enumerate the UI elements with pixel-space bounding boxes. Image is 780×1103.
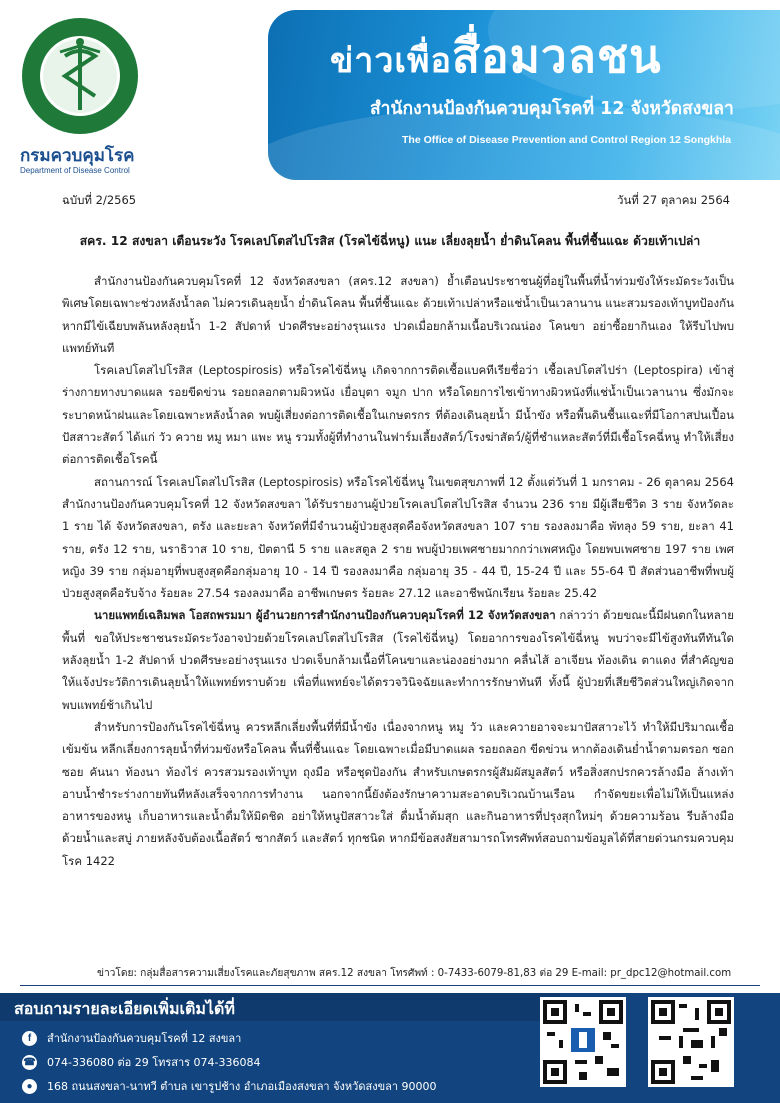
line-qr-code[interactable] [648,997,734,1087]
paragraph-text: กล่าวว่า ด้วยขณะนี้มีฝนตกในหลายพื้นที่ ขอให้ประชาชนระมัดระวังอาจป่วยด้วยโรคเลปโตสไปโรสิส (โรคไข้ฉี่หนู) โดยอาการของโรคไข้ฉี่หนู พบว่าจะมีไข้สูงทันทีทันใด หลังลุยน้ำ 1-2 สัปดาห์ ปวดศีรษะอย่างรุนแรง ปวดเจ็บกล้ามเนื้อที่โคนขาและน่องอย่างมาก คลื่นไส้ อาเจียน ท้องเดิน ตาแดง ที่สำคัญขอให้แจ้งประวัติการเดินลุยน้ำให้แพทย์ทราบด้วย เพื่อที่แพทย์จะได้ตรวจวินิจฉัยและทำการรักษาทันที ทั้งนี้ ผู้ป่วยที่เสียชีวิตส่วนใหญ่เกิดจากพบแพทย์ช้าเกินไป [62,608,734,712]
department-name-th: กรมควบคุมโรค [20,146,135,166]
article-body [62,270,734,872]
facebook-icon: f [22,1031,37,1046]
paragraph: สถานการณ์ โรคเลปโตสไปโรสิส (Leptospirosis) หรือโรคไข้ฉี่หนู ในเขตสุขภาพที่ 12 ตั้งแต่วันที่ 1 มกราคม - 26 ตุลาคม 2564 สำนักงานป้องกันควบคุมโรคที่ 12 จังหวัดสงขลา ได้รับรายงานผู้ป่วยโรคเลปโตสไปโรสิส จำนวน 236 ราย มีผู้เสียชีวิต 3 ราย จังหวัดละ 1 ราย ได้ จังหวัดสงขลา, ตรัง และยะลา จังหวัดที่มีจำนวนผู้ป่วยสูงสุดคือจังหวัดสงขลา 107 ราย รองลงมาคือ พัทลุง 59 ราย, ยะลา 41 ราย, ตรัง 12 ราย, นราธิวาส 10 ราย, ปัตตานี 5 ราย และสตูล 2 ราย พบผู้ป่วยเพศชายมากกว่าเพศหญิง โดยพบเพศชาย 197 ราย เพศหญิง 39 ราย กลุ่มอายุที่พบสูงสุดคือกลุ่มอายุ 10 - 14 ปี รองลงมาคือ กลุ่มอายุ 35 - 44 ปี, 15-24 ปี และ 55-64 ปี สัดส่วนอาชีพที่พบผู้ป่วยสูงสุดคือรับจ้าง ร้อยละ 27.54 รองลงมาคือ อาชีพเกษตร ร้อยละ 27.12 และอาชีพนักเรียน ร้อยละ 25.42 [62,474,734,601]
phone-number: 074-336080 ต่อ 29 โทรสาร 074-336084 [47,1056,261,1069]
facebook-page: สำนักงานป้องกันควบคุมโรคที่ 12 สงขลา [47,1032,242,1045]
phone-icon: ☎ [23,1056,36,1068]
issue-date: วันที่ 27 ตุลาคม 2564 [616,193,730,207]
banner-english: The Office of Disease Prevention and Control Region 12 Songkhla [402,134,732,146]
issue-number: ฉบับที่ 2/2565 [62,193,137,207]
facebook-qr-code[interactable] [540,997,626,1087]
source-credit: ข่าวโดย: กลุ่มสื่อสารความเสี่ยงโรคและภัยสุขภาพ สคร.12 สงขลา โทรศัพท์ : 0-7433-6079-81,83 ต่อ 29 E-mail: pr_dpc12@hotmail.com [97,968,732,979]
headline: สคร. 12 สงขลา เตือนระวัง โรคเลปโตสไปโรสิส (โรคไข้ฉี่หนู) แนะ เลี่ยงลุยน้ำ ย่ำดินโคลน พื้นที่ชื้นแฉะ ด้วยเท้าเปล่า [79,234,701,248]
qr-pattern [651,1000,731,1084]
phone-row[interactable] [22,1053,261,1071]
qr-pattern [543,1000,623,1084]
paragraph: สำหรับการป้องกันโรคไข้ฉี่หนู ควรหลีกเลี่ยงพื้นที่ที่มีน้ำขัง เนื่องจากหนู หมู วัว และควายอาจจะมาปัสสาวะไว้ ทำให้มีปริมาณเชื้อเข้มข้น หลีกเลี่ยงการลุยน้ำที่ท่วมขังหรือโคลน พื้นที่ชื้นแฉะ โดยเฉพาะเมื่อมีบาดแผล รอยถลอก ขีดข่วน หากต้องเดินย่ำน้ำตามตรอก ซอก ซอย คันนา ท้องนา ท้องไร่ ควรสวมรองเท้าบูท ถุงมือ หรือชุดป้องกัน สำหรับเกษตรกรผู้สัมผัสมูลสัตว์ หรือสิ่งสกปรกควรล้างมือ ล้างเท้า อาบน้ำชำระร่างกายทันทีหลังเสร็จจากการทำงาน นอกจากนี้ยังต้องรักษาความสะอาดบริเวณบ้านเรือน กำจัดขยะเพื่อไม่ให้เป็นแหล่งอาหารของหนู เก็บอาหารและน้ำดื่มให้มิดชิด อย่าให้หนูปัสสาวะใส่ ดื่มน้ำต้มสุก และกินอาหารที่ปรุงสุกใหม่ๆ ด้วยความร้อน รีบล้างมือ ด้วยน้ำและสบู่ ภายหลังจับต้องเนื้อสัตว์ ซากสัตว์ และสัตว์ ทุกชนิด หากมีข้อสงสัยสามารถโทรศัพท์สอบถามข้อมูลได้ที่สายด่วนกรมควบคุมโรค 1422 [62,719,734,868]
banner-subtitle: สำนักงานป้องกันควบคุมโรคที่ 12 จังหวัดสงขลา [370,99,734,119]
paragraph: สำนักงานป้องกันควบคุมโรคที่ 12 จังหวัดสงขลา (สคร.12 สงขลา) ย้ำเตือนประชาชนผู้ที่อยู่ในพื้นที่น้ำท่วมขังให้ระมัดระวังเป็นพิเศษโดยเฉพาะช่วงหลังน้ำลด ไม่ควรเดินลุยน้ำ ย่ำดินโคลน พื้นที่ชื้นแฉะ ด้วยเท้าเปล่าหรือแช่น้ำเป็นเวลานาน แนะสวมรองเท้าบูทป้องกัน หากมีไข้เฉียบพลันหลังลุยน้ำ 1-2 สัปดาห์ ปวดศีรษะอย่างรุนแรง ปวดเมื่อยกล้ามเนื้อบริเวณน่อง โคนขา อย่าซื้อยากินเอง ให้รีบไปพบแพทย์ทันที [62,274,734,355]
footer-header-bar [0,993,560,1021]
header [0,0,780,188]
divider [20,985,760,986]
facebook-row[interactable] [22,1029,241,1047]
banner-title-large: สื่อมวลชน [451,29,662,83]
banner-title-small: ข่าวเพื่อ [330,41,452,81]
address: 168 ถนนสงขลา-นาทวี ตำบล เขารูปช้าง อำเภอเมืองสงขลา จังหวัดสงขลา 90000 [47,1080,437,1093]
director-name: นายแพทย์เฉลิมพล โอสถพรมมา ผู้อำนวยการสำนักงานป้องกันควบคุมโรคที่ 12 จังหวัดสงขลา [94,608,556,623]
banner-title [330,20,662,93]
footer-title: สอบถามรายละเอียดเพิ่มเติมได้ที่ [14,999,235,1018]
ministry-logo [20,16,140,136]
contact-footer [0,993,780,1103]
department-name-en: Department of Disease Control [20,166,130,175]
address-row [22,1077,437,1095]
paragraph: โรคเลปโตสไปโรสิส (Leptospirosis) หรือโรคไข้ฉี่หนู เกิดจากการติดเชื้อแบคทีเรียชื่อว่า เชื้อเลปโตสไปร่า (Leptospira) เข้าสู่ร่างกายทางบาดแผล รอยขีดข่วน รอยถลอกตามผิวหนัง เยื่อบุตา จมูก ปาก หรือโดยการไชเข้าทางผิวหนังที่แช่น้ำเป็นเวลานาน ซึ่งมักจะระบาดหน้าฝนและโดยเฉพาะหลังน้ำลด พบผู้เสี่ยงต่อการติดเชื้อในเกษตรกร ที่ต้องเดินลุยน้ำ มีน้ำขัง หรือพื้นดินชื้นแฉะที่มีโอกาสปนเปื้อนปัสสาวะสัตว์ ได้แก่ วัว ควาย หมู หมา แพะ หนู รวมทั้งผู้ที่ทำงานในฟาร์มเลี้ยงสัตว์/โรงฆ่าสัตว์/ผู้ที่ชำแหละสัตว์ที่มีเชื้อโรคฉี่หนู ทำให้เสี่ยงต่อการติดเชื้อโรคนี้ [62,363,734,467]
paragraph [62,604,734,715]
location-pin-icon: ● [22,1079,37,1094]
